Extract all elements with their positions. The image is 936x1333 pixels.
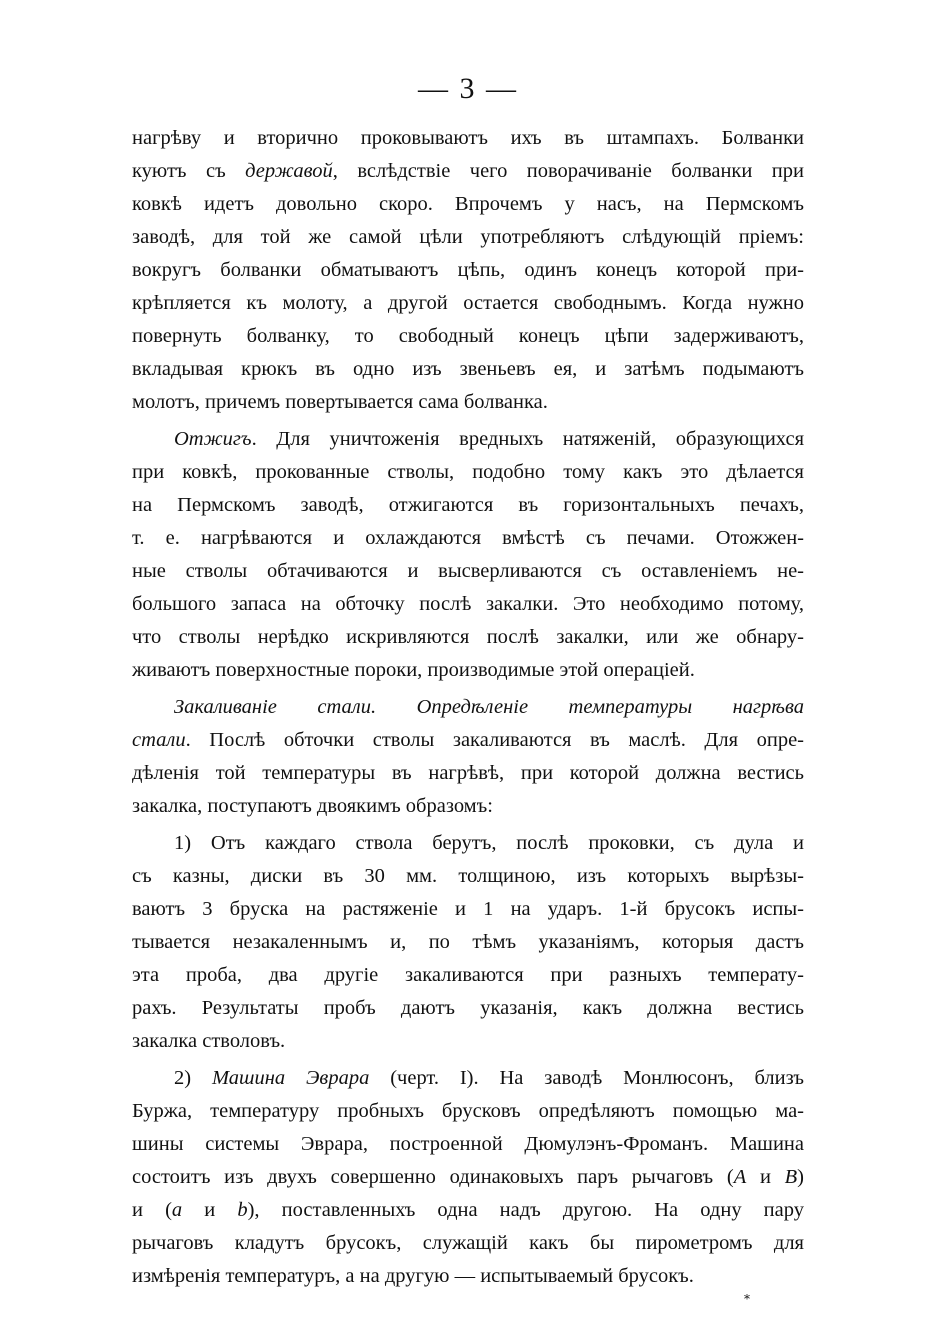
text-line: заводѣ, для той же самой цѣли употребляютъ слѣдующій пріемъ: bbox=[132, 226, 804, 248]
section-heading: стали bbox=[132, 729, 186, 751]
text-line: ваютъ 3 бруска на растяженіе и 1 на ударъ. 1-й брусокъ испы- bbox=[132, 898, 804, 920]
text-line: куютъ съ державой, вслѣдствіе чего поворачиваніе болванки при bbox=[132, 160, 804, 182]
text-line: дѣленія той температуры въ нагрѣвѣ, при которой должна вестись bbox=[132, 762, 804, 784]
text-line: состоитъ изъ двухъ совершенно одинаковыхъ паръ рычаговъ (A и B) bbox=[132, 1166, 804, 1188]
text-line: ковкѣ идетъ довольно скоро. Впрочемъ у насъ, на Пермскомъ bbox=[132, 193, 804, 215]
text-line: эта проба, два другіе закаливаются при разныхъ температу- bbox=[132, 964, 804, 986]
text-line bbox=[132, 691, 804, 724]
text-line: рахъ. Результаты пробъ даютъ указанія, какъ должна вестись bbox=[132, 997, 804, 1019]
text-line: закалка, поступаютъ двоякимъ образомъ: bbox=[132, 795, 493, 817]
text-line: 2) Машина Эврара (черт. I). На заводѣ Монлюсонъ, близъ bbox=[174, 1067, 804, 1089]
emphasis: державой bbox=[245, 160, 333, 182]
paragraph-4 bbox=[132, 827, 804, 1058]
text-line: нагрѣву и вторично проковываютъ ихъ въ штампахъ. Болванки bbox=[132, 127, 804, 149]
text-line: стали. Послѣ обточки стволы закаливаются въ маслѣ. Для опре- bbox=[132, 729, 804, 751]
text-line: повернуть болванку, то свободный конецъ цѣпи задерживаютъ, bbox=[132, 325, 804, 347]
text-line: т. е. нагрѣваются и охлаждаются вмѣстѣ съ печами. Отожжен- bbox=[132, 527, 804, 549]
text-line: большого запаса на обточку послѣ закалки. Это необходимо потому, bbox=[132, 593, 804, 615]
text-line: что стволы нерѣдко искривляются послѣ закалки, или же обнару- bbox=[132, 626, 804, 648]
text-line: рычаговъ кладутъ брусокъ, служащій какъ бы пирометромъ для bbox=[132, 1232, 804, 1254]
text-line: шины системы Эврара, построенной Дюмулэнъ-Фроманъ. Машина bbox=[132, 1133, 804, 1155]
text-line: при ковкѣ, прокованные стволы, подобно тому какъ это дѣлается bbox=[132, 461, 804, 483]
text-line: съ казны, диски въ 30 мм. толщиною, изъ которыхъ вырѣзы- bbox=[132, 865, 804, 887]
text-line: Отжигъ. Для уничтоженія вредныхъ натяженій, образующихся bbox=[174, 428, 804, 450]
text-line: тывается незакаленнымъ и, по тѣмъ указаніямъ, которыя дастъ bbox=[132, 931, 804, 953]
text-line: вокругъ болванки обматываютъ цѣпь, одинъ конецъ которой при- bbox=[132, 259, 804, 281]
paragraph-1 bbox=[132, 122, 804, 419]
variable: B bbox=[784, 1166, 798, 1188]
text-line: живаютъ поверхностные пороки, производимые этой операціей. bbox=[132, 659, 695, 681]
section-heading: Машина Эврара bbox=[211, 1067, 370, 1089]
text-line: закалка стволовъ. bbox=[132, 1030, 286, 1052]
paragraph-2 bbox=[132, 423, 804, 687]
text-line: вкладывая крюкъ въ одно изъ звеньевъ ея, и затѣмъ подымаютъ bbox=[132, 358, 804, 380]
footnote-mark: * bbox=[744, 1292, 750, 1306]
section-heading: Закаливаніе стали. Опредѣленіе температуры нагрѣва bbox=[174, 696, 804, 718]
text-line: Буржа, температуру пробныхъ брусковъ опредѣляютъ помощью ма- bbox=[132, 1100, 804, 1122]
text-line: крѣпляется къ молоту, а другой остается свободнымъ. Когда нужно bbox=[132, 292, 804, 314]
text-line: измѣренія температуръ, а на другую — испытываемый брусокъ. bbox=[132, 1265, 694, 1287]
text-line: и (a и b), поставленныхъ одна надъ другою. На одну пару bbox=[132, 1199, 804, 1221]
text-line: 1) Отъ каждаго ствола берутъ, послѣ проковки, съ дула и bbox=[174, 832, 804, 854]
paragraph-5 bbox=[132, 1062, 804, 1293]
variable: A bbox=[733, 1166, 747, 1188]
text-line: ные стволы обтачиваются и высверливаются съ оставленіемъ не- bbox=[132, 560, 804, 582]
variable: a bbox=[171, 1199, 183, 1221]
text-line: молотъ, причемъ повертывается сама болванка. bbox=[132, 391, 548, 413]
page-number: — 3 — bbox=[418, 72, 518, 105]
text-line: на Пермскомъ заводѣ, отжигаются въ горизонтальныхъ печахъ, bbox=[132, 494, 804, 516]
variable: b bbox=[237, 1199, 248, 1221]
section-heading: Отжигъ bbox=[174, 428, 252, 450]
body-text bbox=[132, 122, 804, 1293]
paragraph-3 bbox=[132, 691, 804, 823]
